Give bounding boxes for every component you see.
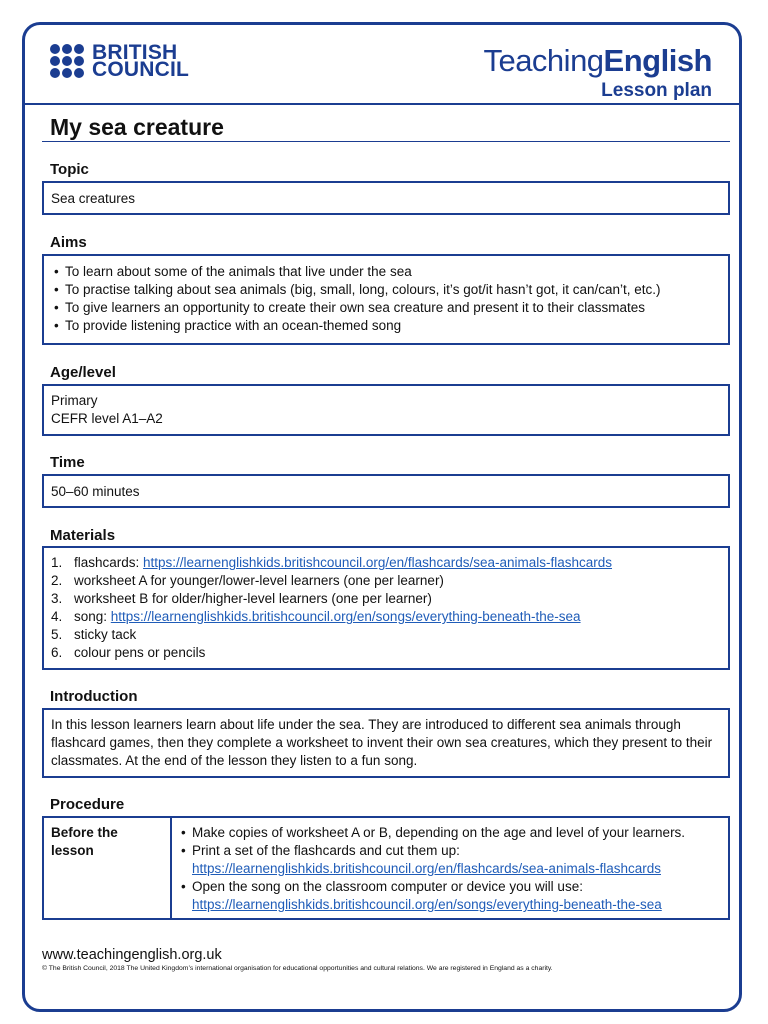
age-level-line: Primary bbox=[51, 393, 98, 408]
aims-heading: Aims bbox=[50, 234, 87, 251]
item-text: song: bbox=[74, 609, 111, 624]
materials-item bbox=[51, 626, 721, 644]
item-text: worksheet A for younger/lower-level learners (one per learner) bbox=[74, 573, 444, 588]
procedure-steps bbox=[172, 818, 728, 918]
item-text: sticky tack bbox=[74, 627, 137, 642]
topic-heading: Topic bbox=[50, 161, 89, 178]
procedure-item-text: Print a set of the flashcards and cut them up: bbox=[192, 843, 460, 858]
title-divider bbox=[42, 141, 730, 142]
item-number: 2. bbox=[51, 573, 63, 588]
teaching-bold: English bbox=[603, 43, 712, 78]
flashcards-link[interactable]: https://learnenglishkids.britishcouncil.org/en/flashcards/sea-animals-flashcards bbox=[143, 555, 613, 570]
teaching-english-logo bbox=[483, 44, 712, 102]
item-number: 3. bbox=[51, 591, 63, 606]
item-number: 1. bbox=[51, 555, 63, 570]
header-divider bbox=[22, 103, 742, 105]
introduction-box bbox=[42, 708, 730, 778]
procedure-stage: Before the lesson bbox=[44, 818, 172, 918]
materials-box bbox=[42, 546, 730, 670]
procedure-flashcards-link[interactable]: https://learnenglishkids.britishcouncil.org/en/flashcards/sea-animals-flashcards bbox=[192, 861, 661, 876]
materials-item bbox=[51, 590, 721, 608]
age-level-line: CEFR level A1–A2 bbox=[51, 411, 163, 426]
footer-url[interactable]: www.teachingenglish.org.uk bbox=[42, 947, 222, 963]
procedure-item-text: Make copies of worksheet A or B, depending on the age and level of your learners. bbox=[192, 825, 686, 840]
topic-text: Sea creatures bbox=[51, 191, 136, 206]
age-level-box bbox=[42, 384, 730, 436]
item-number: 6. bbox=[51, 645, 63, 660]
teaching-prefix: Teaching bbox=[483, 43, 604, 78]
item-text: colour pens or pencils bbox=[74, 645, 206, 660]
procedure-item bbox=[178, 878, 722, 914]
procedure-heading: Procedure bbox=[50, 796, 125, 813]
item-text: flashcards: bbox=[74, 555, 144, 570]
introduction-text: In this lesson learners learn about life under the sea. They are introduced to different sea animals through flashcard games, then they complete a worksheet to invent their own sea creatures, which they present to their classmates. At the end of the lesson they listen to a fun song. bbox=[51, 717, 713, 768]
item-number: 4. bbox=[51, 609, 63, 624]
item-number: 5. bbox=[51, 627, 63, 642]
procedure-item bbox=[178, 824, 722, 842]
materials-item bbox=[51, 554, 721, 572]
materials-item bbox=[51, 572, 721, 590]
logo-dots-icon bbox=[50, 44, 84, 78]
materials-item bbox=[51, 608, 721, 626]
aims-item: • To practise talking about sea animals (big, small, long, colours, it’s got/it hasn’t got, it can/can’t, etc.) bbox=[51, 281, 721, 299]
time-text: 50–60 minutes bbox=[51, 484, 140, 499]
materials-heading: Materials bbox=[50, 527, 116, 544]
procedure-song-link[interactable]: https://learnenglishkids.britishcouncil.org/en/songs/everything-beneath-the-sea bbox=[192, 897, 662, 912]
procedure-item-text: Open the song on the classroom computer or device you will use: bbox=[192, 879, 583, 894]
lesson-plan-subtitle: Lesson plan bbox=[601, 80, 712, 101]
footer-copyright: © The British Council, 2018 The United Kingdom’s international organisation for educational opportunities and cultural relations. We are registered in England as a charity. bbox=[42, 965, 553, 972]
aims-box bbox=[42, 254, 730, 345]
page-title: My sea creature bbox=[50, 114, 224, 140]
item-text: worksheet B for older/higher-level learners (one per learner) bbox=[74, 591, 432, 606]
procedure-table bbox=[42, 816, 730, 920]
time-box bbox=[42, 474, 730, 508]
aims-item: • To provide listening practice with an ocean-themed song bbox=[51, 317, 721, 335]
aims-item: • To give learners an opportunity to create their own sea creature and present it to their classmates bbox=[51, 299, 721, 317]
brand-line1: BRITISH bbox=[92, 41, 178, 64]
topic-box bbox=[42, 181, 730, 215]
age-level-heading: Age/level bbox=[50, 364, 116, 381]
introduction-heading: Introduction bbox=[50, 688, 138, 705]
song-link[interactable]: https://learnenglishkids.britishcouncil.org/en/songs/everything-beneath-the-sea bbox=[110, 609, 581, 624]
brand-line2: COUNCIL bbox=[92, 58, 190, 81]
materials-item bbox=[51, 644, 721, 662]
british-council-logo bbox=[50, 41, 190, 81]
time-heading: Time bbox=[50, 454, 85, 471]
aims-item: • To learn about some of the animals that live under the sea bbox=[51, 263, 721, 281]
procedure-item bbox=[178, 842, 722, 878]
